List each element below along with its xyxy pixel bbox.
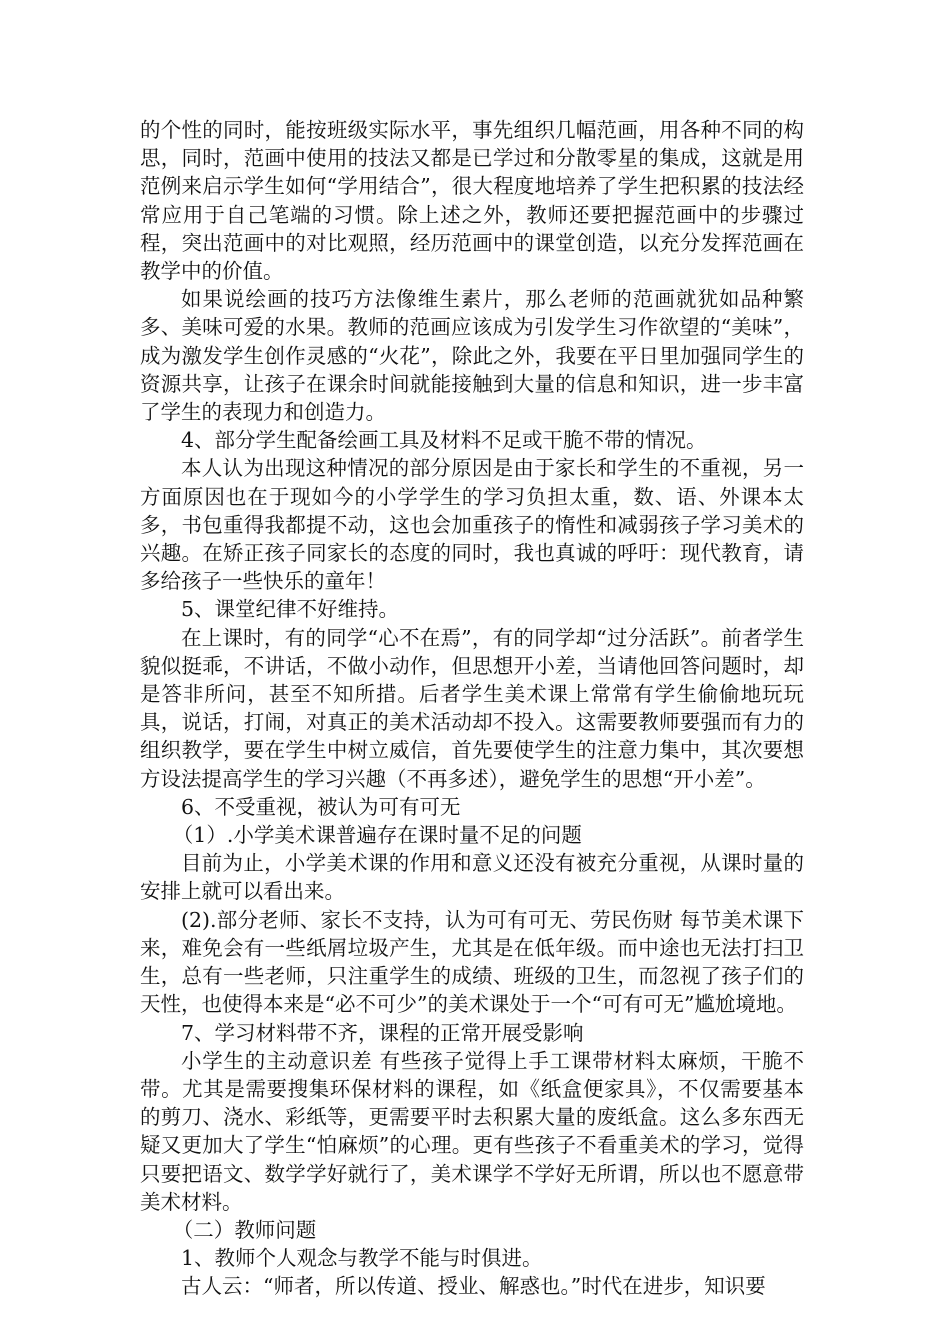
heading-item-6-not-valued: 6、不受重视，被认为可有可无 — [181, 794, 461, 819]
paragraph-model-drawing-value: 的个性的同时，能按班级实际水平，事先组织几幅范画，用各种不同的构思，同时，范画中使用的技法又都是已学过和分散零星的集成，这就是用范例来启示学生如何“学用结合”，很大程度地培养了学生把积累的技法经常应用于自己笔端的习惯。除上述之外，教师还要把握范画中的步骤过程，突出范画中的对比观照，经历范画中的课堂创造，以充分发挥范画在教学中的价值。 — [140, 118, 804, 284]
subheading-1-class-hours: （1）.小学美术课普遍存在课时量不足的问题 — [172, 823, 582, 848]
heading-item-7-materials-incomplete: 7、学习材料带不齐，课程的正常开展受影响 — [181, 1020, 584, 1045]
paragraph-class-hours: 目前为止，小学美术课的作用和意义还没有被充分重视，从课时量的安排上就可以看出来。 — [140, 851, 804, 904]
paragraph-classroom-behavior: 在上课时，有的同学“心不在焉”，有的同学却“过分活跃”。前者学生貌似挺乖，不讲话，不做小动作，但思想开小差，当请他回答问题时，却是答非所问，甚至不知所措。后者学生美术课上常常有学生偷偷地玩玩具，说话，打闹，对真正的美术活动却不投入。这需要教师要强而有力的组织教学，要在学生中树立威信，首先要使学生的注意力集中，其次要想方设法提高学生的学习兴趣（不再多述），避免学生的思想“开小差”。 — [140, 625, 804, 791]
paragraph-drawing-vitamins: 如果说绘画的技巧方法像维生素片，那么老师的范画就犹如品种繁多、美味可爱的水果。教师的范画应该成为引发学生习作欲望的“美味”，成为激发学生创作灵感的“火花”，除此之外，我要在平日里加强同学生的资源共享，让孩子在课余时间就能接触到大量的信息和知识，进一步丰富了学生的表现力和创造力。 — [140, 287, 804, 425]
heading-item-4-materials: 4、部分学生配备绘画工具及材料不足或干脆不带的情况。 — [181, 428, 707, 453]
heading-section-2-teacher-problems: （二）教师问题 — [172, 1217, 317, 1242]
document-body — [140, 116, 804, 1301]
heading-item-1-teacher-concepts: 1、教师个人观念与教学不能与时俱进。 — [181, 1246, 543, 1271]
paragraph-parents-neglect: 本人认为出现这种情况的部分原因是由于家长和学生的不重视，另一方面原因也在于现如今的小学学生的学习负担太重，数、语、外课本太多，书包重得我都提不动，这也会加重孩子的惰性和减弱孩子学习美术的兴趣。在矫正孩子同家长的态度的同时，我也真诚的呼吁：现代教育，请多给孩子一些快乐的童年！ — [140, 456, 804, 594]
paragraph-ancient-saying: 古人云：“师者，所以传道、授业、解惑也。”时代在进步，知识要 — [181, 1274, 766, 1299]
paragraph-initiative-poor: 小学生的主动意识差 有些孩子觉得上手工课带材料太麻烦，干脆不带。尤其是需要搜集环保材料的课程，如《纸盒便家具》，不仅需要基本的剪刀、浇水、彩纸等，更需要平时去积累大量的废纸盒。这么多东西无疑又更加大了学生“怕麻烦”的心理。更有些孩子不看重美术的学习，觉得只要把语文、数学学好就行了，美术课学不学好无所谓，所以也不愿意带美术材料。 — [140, 1048, 804, 1214]
paragraph-2-not-supported: (2).部分老师、家长不支持，认为可有可无、劳民伤财 每节美术课下来，难免会有一些纸屑垃圾产生，尤其是在低年级。而中途也无法打扫卫生，总有一些老师，只注重学生的成绩、班级的卫生，而忽视了孩子们的天性，也使得本来是“必不可少”的美术课处于一个“可有可无”尴尬境地。 — [140, 907, 804, 1017]
heading-item-5-discipline: 5、课堂纪律不好维持。 — [181, 597, 400, 622]
